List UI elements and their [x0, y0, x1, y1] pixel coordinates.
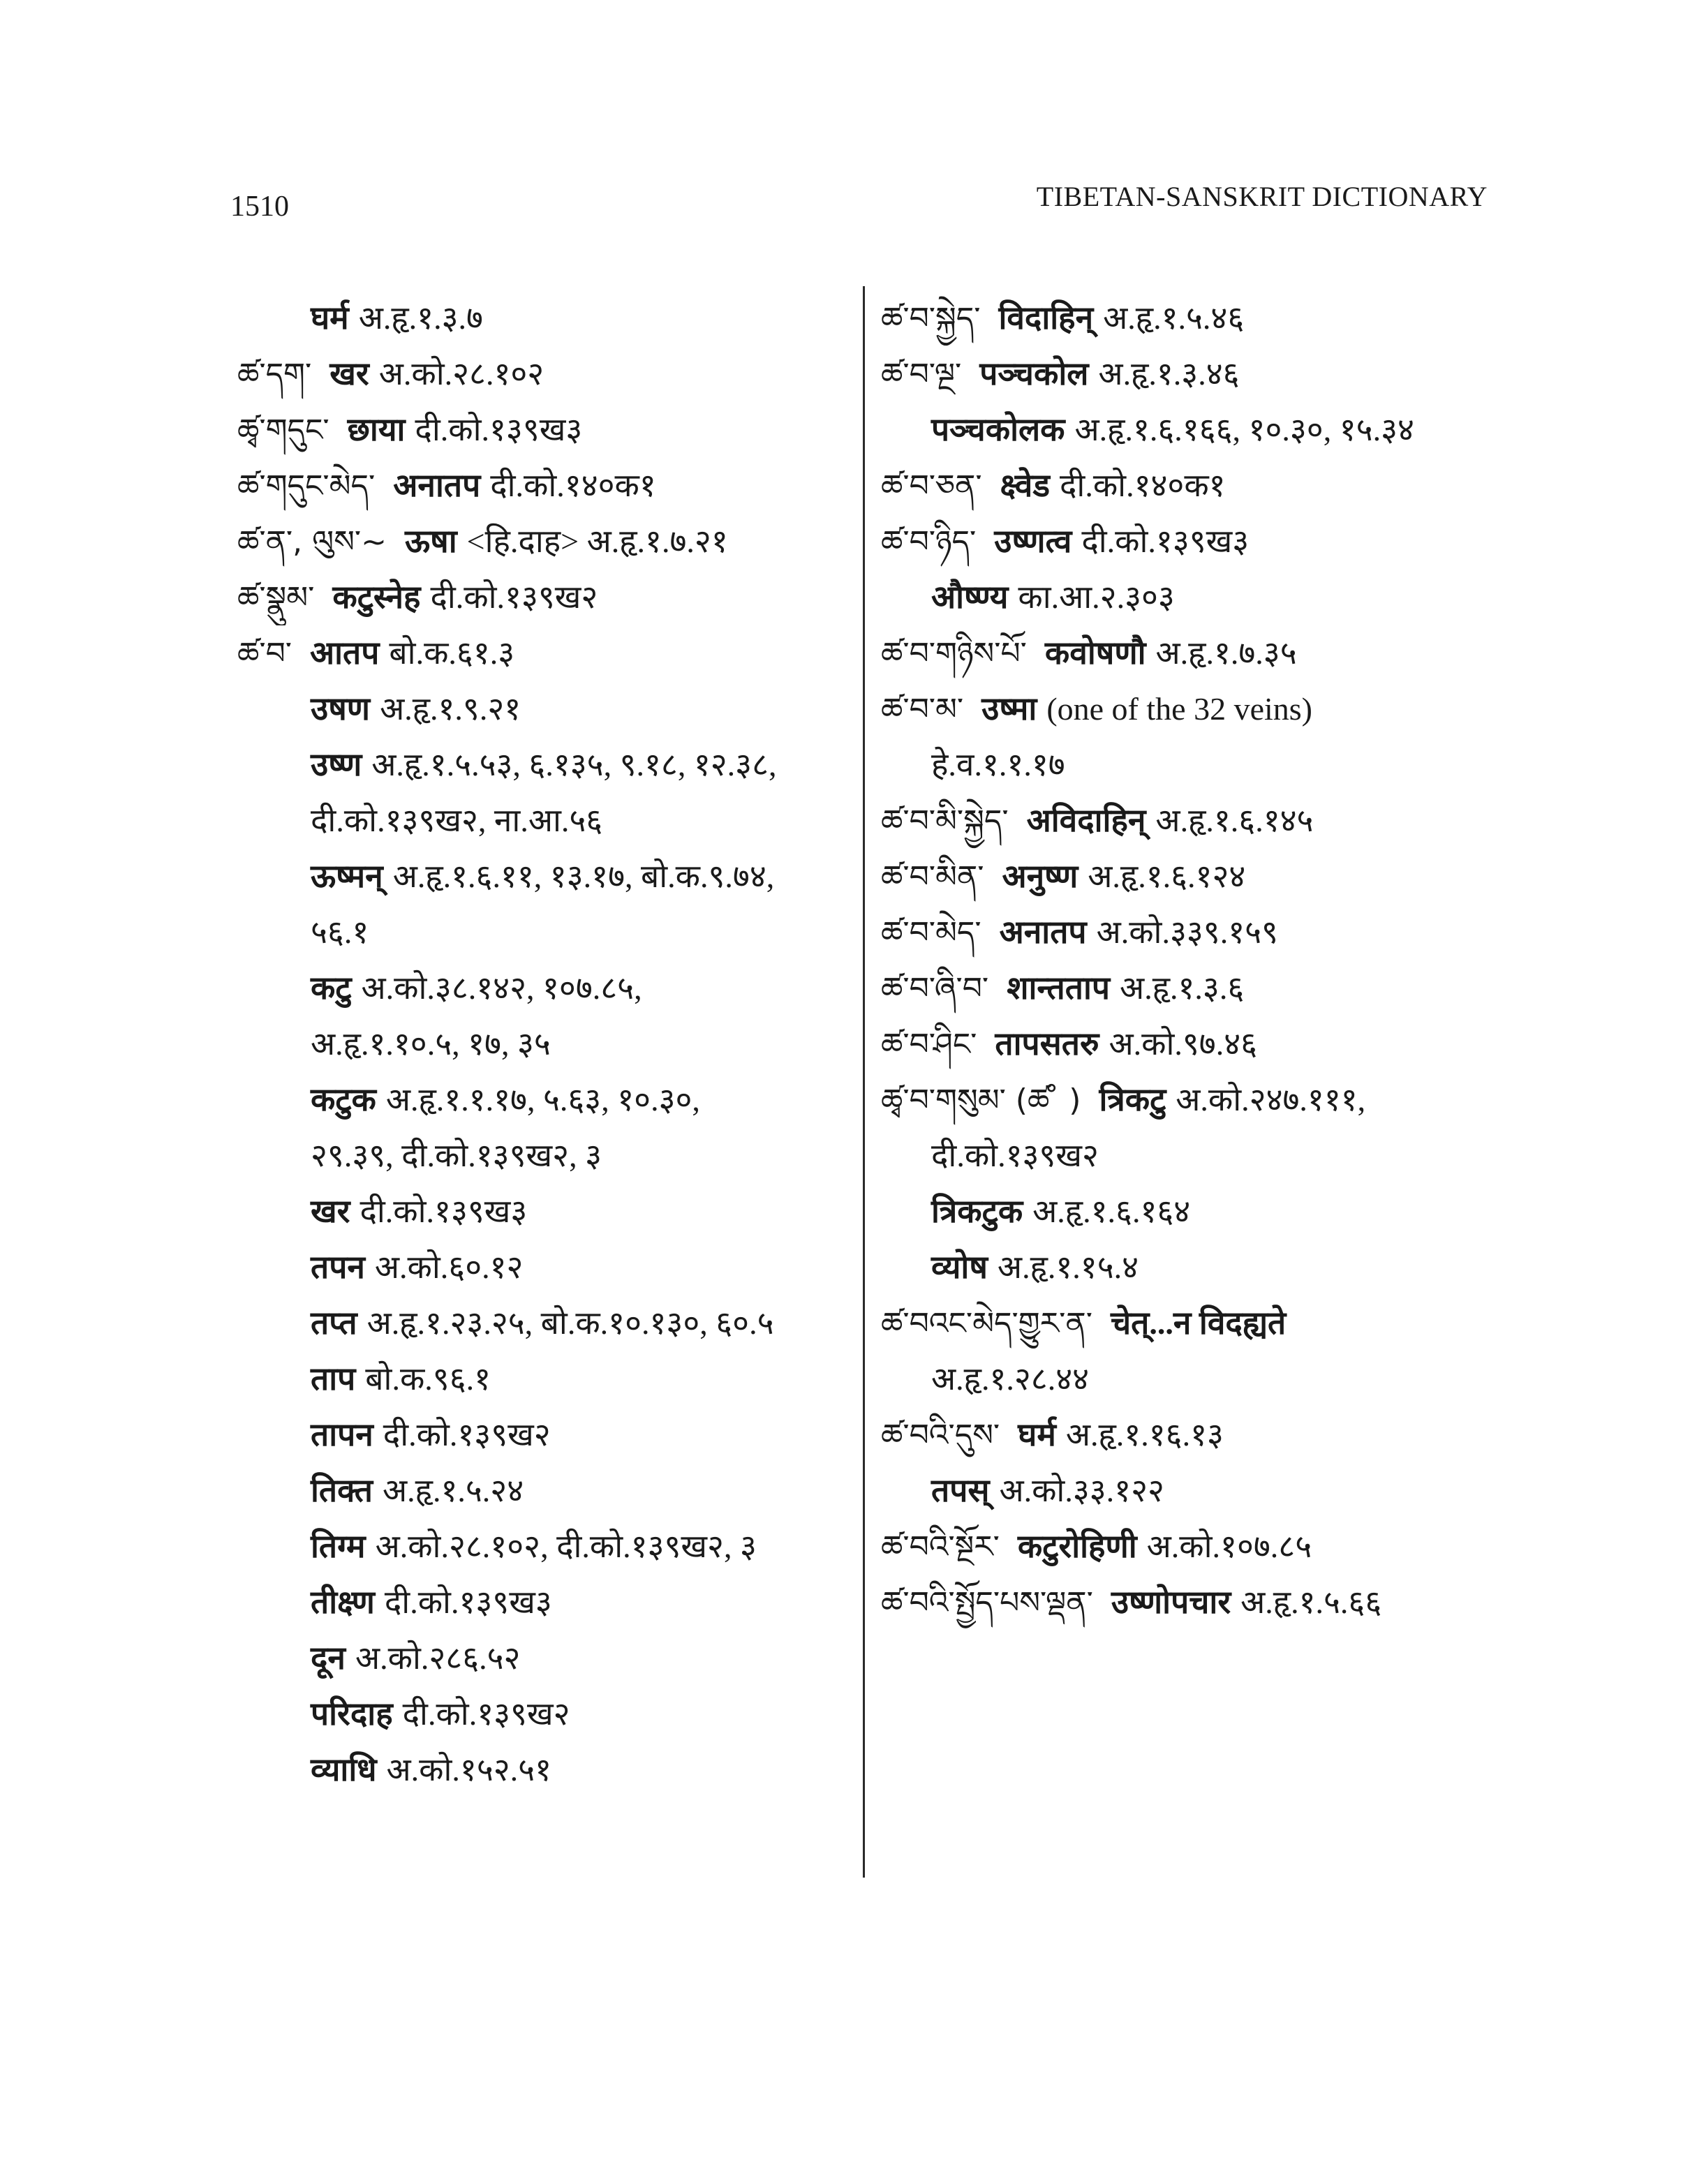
source-reference: अ.को.२८.१०२, दी.को.१३९ख२, ३ — [375, 1529, 757, 1564]
source-reference: अ.हृ.१.१.१७, ५.६३, १०.३०, — [385, 1082, 700, 1117]
dictionary-subentry — [881, 737, 1495, 793]
sanskrit-equivalent: खर — [311, 1194, 350, 1229]
source-reference: अ.हृ.१.६.१२४ — [1088, 859, 1246, 894]
right-column — [881, 290, 1495, 1630]
dictionary-entry — [237, 458, 852, 514]
source-reference: दी.को.१४०क१ — [1060, 468, 1226, 503]
tibetan-headword: ཚ་བ་ཅན་ — [881, 468, 982, 504]
dictionary-subentry — [237, 1686, 852, 1742]
dictionary-subentry — [881, 1463, 1495, 1519]
dictionary-subentry — [237, 1072, 852, 1128]
source-reference: अ.हृ.१.५.२४ — [383, 1473, 524, 1508]
sanskrit-equivalent: अनातप — [393, 468, 481, 503]
source-reference: (one of the 32 veins) — [1046, 691, 1312, 727]
source-reference: अ.हृ.१.७.३५ — [1155, 635, 1297, 671]
source-reference: अ.हृ.१.२८.४४ — [931, 1361, 1090, 1397]
sanskrit-equivalent: ऊष्मन् — [311, 859, 383, 894]
source-reference: अ.हृ.१.५.६६ — [1240, 1584, 1382, 1620]
source-reference: अ.हृ.१.६.१६६, १०.३०, १५.३४ — [1074, 412, 1414, 447]
sanskrit-equivalent: अविदाहिन् — [1026, 803, 1146, 838]
sanskrit-equivalent: कवोषणौ — [1044, 635, 1146, 671]
sanskrit-equivalent: उष्ण — [311, 747, 362, 782]
source-reference: बो.क.९६.१ — [365, 1361, 491, 1397]
sanskrit-equivalent: उष्मा — [981, 691, 1037, 727]
dictionary-entry — [881, 1016, 1495, 1072]
source-reference: दी.को.१३९ख२ — [931, 1138, 1099, 1173]
tibetan-headword: ཚ་བ་གཉིས་པོ་ — [881, 636, 1027, 671]
source-reference: दी.को.१३९ख२ — [383, 1417, 551, 1453]
dictionary-subentry — [237, 1407, 852, 1463]
sanskrit-equivalent: अनुष्ण — [1002, 859, 1079, 894]
dictionary-entry — [881, 1575, 1495, 1630]
dictionary-subentry — [881, 1128, 1495, 1184]
sanskrit-equivalent: पञ्चकोलक — [931, 412, 1065, 447]
source-reference: दी.को.१३९ख३ — [1081, 523, 1250, 559]
dictionary-subentry — [237, 849, 852, 905]
dictionary-entry — [881, 1519, 1495, 1575]
sanskrit-equivalent: व्योष — [931, 1249, 988, 1285]
dictionary-entry — [881, 290, 1495, 346]
tibetan-headword: ཚ་ན་, ལུས་~ — [237, 524, 387, 560]
sanskrit-equivalent: शान्तताप — [1007, 970, 1111, 1006]
dictionary-entry — [237, 514, 852, 570]
sanskrit-equivalent: तपस् — [931, 1473, 990, 1508]
sanskrit-equivalent: कटुरोहिणी — [1017, 1529, 1137, 1564]
dictionary-subentry — [237, 1463, 852, 1519]
tibetan-headword: ཚ་བའི་སྤྱོད་པས་ལྡན་ — [881, 1585, 1093, 1621]
dictionary-subentry — [237, 1295, 852, 1351]
source-reference: अ.हृ.१.१६.१३ — [1065, 1417, 1224, 1453]
sanskrit-equivalent: त्रिकटु — [1099, 1082, 1166, 1117]
source-reference: अ.को.६०.१२ — [374, 1249, 524, 1285]
dictionary-entry — [881, 346, 1495, 402]
source-reference: ५६.१ — [311, 914, 369, 950]
tibetan-headword: ཚ་བ་མེད་ — [881, 915, 981, 951]
source-reference: अ.को.२८६.५२ — [355, 1640, 521, 1676]
dictionary-subentry — [237, 1128, 852, 1184]
dictionary-entry — [237, 570, 852, 625]
dictionary-subentry — [881, 1240, 1495, 1295]
dictionary-entry — [881, 849, 1495, 905]
dictionary-subentry — [237, 1742, 852, 1798]
dictionary-subentry — [881, 1184, 1495, 1240]
source-reference: अ.हृ.१.३.७ — [358, 300, 483, 336]
source-reference: अ.हृ.१.६.१४५ — [1155, 803, 1314, 838]
source-reference: दी.को.१३९ख२, ना.आ.५६ — [311, 803, 603, 838]
sanskrit-equivalent: तपन — [311, 1249, 365, 1285]
source-reference: अ.हृ.१.१५.४ — [997, 1249, 1139, 1285]
sanskrit-equivalent: परिदाह — [311, 1696, 393, 1732]
dictionary-entry — [881, 960, 1495, 1016]
tibetan-headword: ཚ་བའི་དུས་ — [881, 1418, 1000, 1453]
dictionary-subentry — [237, 290, 852, 346]
dictionary-entry — [881, 681, 1495, 737]
tibetan-headword: ཚ་སྣུམ་ — [237, 580, 315, 616]
source-reference: दी.को.१३९ख३ — [415, 412, 583, 447]
tibetan-headword: ཚ་བ་ཉིད་ — [881, 524, 977, 560]
source-reference: का.आ.२.३०३ — [1018, 579, 1175, 615]
running-head: TIBETAN-SANSKRIT DICTIONARY — [1036, 181, 1488, 212]
dictionary-subentry — [237, 905, 852, 960]
left-column — [237, 290, 852, 1798]
source-reference: अ.हृ.१.९.२१ — [380, 691, 521, 727]
source-reference: दी.को.१३९ख३ — [384, 1584, 552, 1620]
source-reference: अ.हृ.१.६.११, १३.१७, बो.क.९.७४, — [392, 859, 775, 894]
source-reference: अ.हृ.१.५.४६ — [1103, 300, 1245, 336]
column-divider — [863, 286, 865, 1878]
dictionary-subentry — [237, 1240, 852, 1295]
sanskrit-equivalent: खर — [329, 356, 369, 392]
tibetan-headword: ཚ་གདུང་མེད་ — [237, 468, 376, 504]
dictionary-subentry — [237, 737, 852, 793]
sanskrit-equivalent: ऊषा — [405, 523, 457, 559]
sanskrit-equivalent: क्ष्वेड — [1000, 468, 1050, 503]
dictionary-subentry — [881, 570, 1495, 625]
tibetan-headword: ཚྭ་བ་གསུམ་ (ཚ ̊ ) — [881, 1083, 1081, 1118]
source-reference: अ.को.३३.१२२ — [999, 1473, 1164, 1508]
sanskrit-equivalent: पञ्चकोल — [979, 356, 1089, 392]
source-reference: अ.हृ.१.६.१६४ — [1032, 1194, 1191, 1229]
sanskrit-equivalent: कटु — [311, 970, 352, 1006]
tibetan-headword: ཚ་བ་ལྔ་ — [881, 357, 962, 392]
tibetan-headword: ཚ་བ་ — [237, 636, 292, 671]
tibetan-headword: ཚ་བ་མ་ — [881, 692, 964, 727]
sanskrit-equivalent: घर्म — [311, 300, 349, 336]
source-reference: २९.३९, दी.को.१३९ख२, ३ — [311, 1138, 602, 1173]
source-reference: <हि.दाह> अ.हृ.१.७.२१ — [466, 523, 728, 559]
dictionary-subentry — [237, 793, 852, 849]
dictionary-entry — [881, 1295, 1495, 1351]
dictionary-entry — [237, 346, 852, 402]
tibetan-headword: ཚ་བ་སྐྱེད་ — [881, 301, 981, 336]
sanskrit-equivalent: औष्ण्य — [931, 579, 1009, 615]
tibetan-headword: ཚྭ་གདུང་ — [237, 413, 329, 448]
dictionary-entry — [881, 793, 1495, 849]
dictionary-entry — [881, 1407, 1495, 1463]
dictionary-subentry — [881, 1351, 1495, 1407]
sanskrit-equivalent: अनातप — [999, 914, 1087, 950]
tibetan-headword: ཚ་བ་ཤིང་ — [881, 1027, 977, 1062]
source-reference: दी.को.१३९ख२ — [430, 579, 598, 615]
source-reference: अ.हृ.१.५.५३, ६.१३५, ९.१८, १२.३८, — [371, 747, 777, 782]
source-reference: अ.को.२८.१०२ — [378, 356, 544, 392]
source-reference: दी.को.१३९ख२ — [402, 1696, 570, 1732]
source-reference: अ.को.१५२.५१ — [386, 1752, 552, 1788]
sanskrit-equivalent: त्रिकटुक — [931, 1194, 1023, 1229]
tibetan-headword: ཚ་དག་ — [237, 357, 312, 392]
page-number: 1510 — [230, 191, 289, 223]
source-reference: अ.को.३८.१४२, १०७.८५, — [361, 970, 642, 1006]
sanskrit-equivalent: कटुस्नेह — [332, 579, 421, 615]
dictionary-subentry — [237, 1351, 852, 1407]
dictionary-subentry — [237, 1575, 852, 1630]
sanskrit-equivalent: तापसतरु — [995, 1026, 1099, 1062]
dictionary-entry — [881, 625, 1495, 681]
dictionary-subentry — [237, 1630, 852, 1686]
sanskrit-equivalent: कटुक — [311, 1082, 376, 1117]
dictionary-subentry — [881, 402, 1495, 458]
dictionary-entry — [881, 458, 1495, 514]
source-reference: अ.को.९७.४६ — [1109, 1026, 1258, 1062]
dictionary-subentry — [237, 681, 852, 737]
dictionary-subentry — [237, 1184, 852, 1240]
dictionary-entry — [881, 1072, 1495, 1128]
sanskrit-equivalent: विदाहिन् — [998, 300, 1094, 336]
dictionary-entry — [237, 625, 852, 681]
sanskrit-equivalent: छाया — [347, 412, 406, 447]
tibetan-headword: ཚ་བའི་སྔོར་ — [881, 1529, 1000, 1565]
dictionary-subentry — [237, 960, 852, 1016]
tibetan-headword: ཚ་བ་མི་སྐྱེད་ — [881, 803, 1009, 839]
sanskrit-equivalent: तापन — [311, 1417, 373, 1453]
source-reference: अ.को.२४७.१११, — [1176, 1082, 1366, 1117]
sanskrit-equivalent: व्याधि — [311, 1752, 377, 1788]
source-reference: दी.को.१३९ख३ — [360, 1194, 528, 1229]
source-reference: अ.को.३३९.१५९ — [1096, 914, 1278, 950]
sanskrit-equivalent: तिक्त — [311, 1473, 373, 1508]
sanskrit-equivalent: तप्त — [311, 1305, 357, 1341]
source-reference: अ.हृ.१.२३.२५, बो.क.१०.१३०, ६०.५ — [366, 1305, 774, 1341]
dictionary-subentry — [237, 1016, 852, 1072]
source-reference: अ.हृ.१.३.४६ — [1098, 356, 1240, 392]
sanskrit-equivalent: ताप — [311, 1361, 356, 1397]
dictionary-entry — [237, 402, 852, 458]
source-reference: अ.हृ.१.३.६ — [1120, 970, 1245, 1006]
sanskrit-equivalent: घर्म — [1018, 1417, 1056, 1453]
dictionary-subentry — [237, 1519, 852, 1575]
sanskrit-equivalent: आतप — [310, 635, 380, 671]
sanskrit-equivalent: उष्णोपचार — [1111, 1584, 1231, 1620]
tibetan-headword: ཚ་བ་ཞི་བ་ — [881, 971, 989, 1006]
sanskrit-equivalent: उषण — [311, 691, 371, 727]
tibetan-headword: ཚ་བའང་མེད་གྱུར་ན་ — [881, 1306, 1092, 1342]
source-reference: हे.व.१.१.१७ — [931, 747, 1065, 782]
sanskrit-equivalent: दून — [311, 1640, 346, 1676]
sanskrit-equivalent: उष्णत्व — [994, 523, 1072, 559]
source-reference: अ.को.१०७.८५ — [1146, 1529, 1312, 1564]
dictionary-entry — [881, 514, 1495, 570]
source-reference: दी.को.१४०क१ — [490, 468, 656, 503]
sanskrit-equivalent: चेत्...न विदह्यते — [1110, 1305, 1287, 1341]
sanskrit-equivalent: तिग्म — [311, 1529, 366, 1564]
tibetan-headword: ཚ་བ་མིན་ — [881, 859, 984, 895]
sanskrit-equivalent: तीक्ष्ण — [311, 1584, 375, 1620]
source-reference: बो.क.६१.३ — [389, 635, 515, 671]
source-reference: अ.हृ.१.१०.५, १७, ३५ — [311, 1026, 551, 1062]
dictionary-entry — [881, 905, 1495, 960]
